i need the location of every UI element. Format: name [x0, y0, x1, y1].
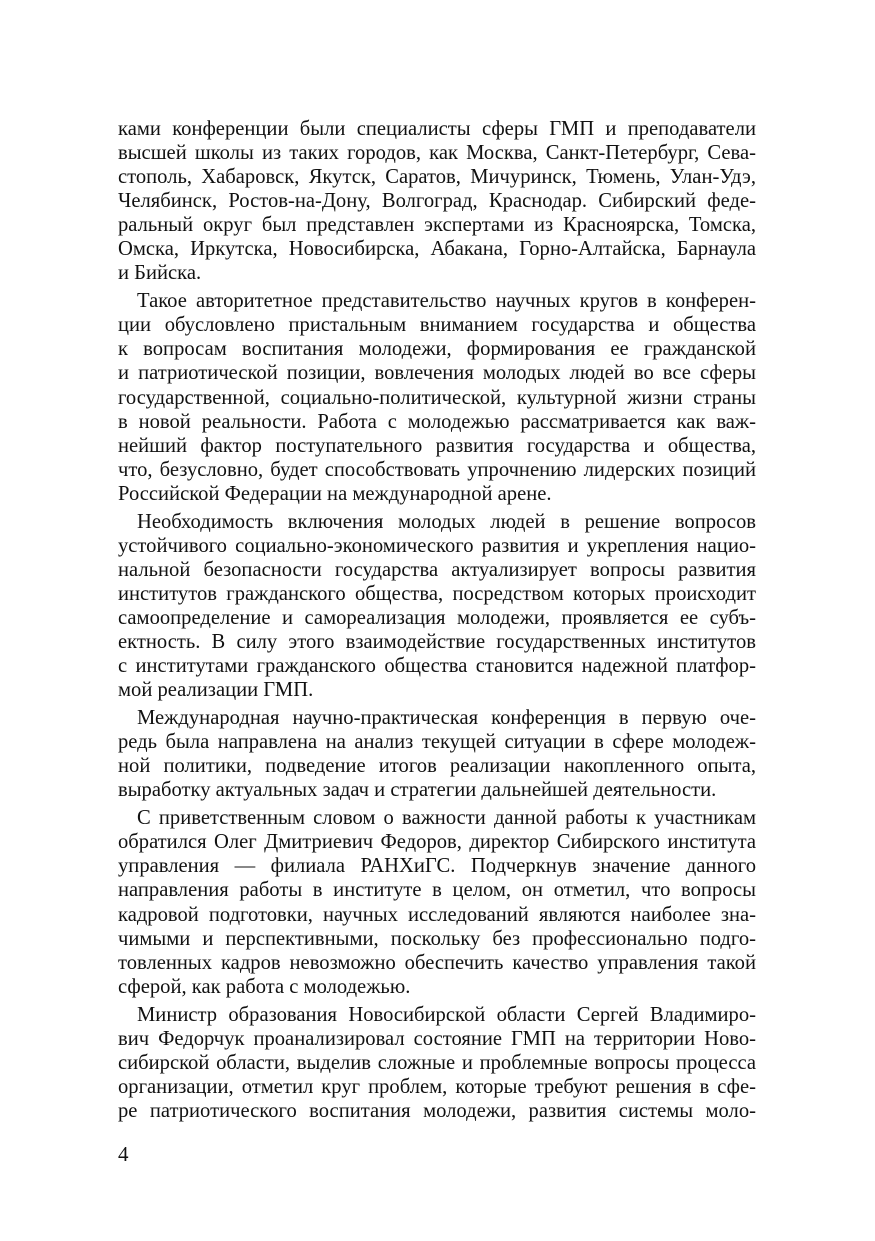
paragraph-p2 [118, 289, 756, 505]
text-line: ции обусловлено пристальным вниманием государства и общества [118, 314, 756, 337]
text-line: обратился Олег Дмитриевич Федоров, директор Сибирского института [118, 831, 756, 854]
text-line: Такое авторитетное представительство научных кругов в конферен- [137, 290, 756, 313]
text-line: сибирской области, выделив сложные и проблемные вопросы процесса [118, 1051, 756, 1074]
page-number: 4 [118, 1142, 129, 1166]
text-line: направления работы в институте в целом, он отметил, что вопросы [118, 879, 756, 902]
text-line: с институтами гражданского общества становится надежной платфор- [118, 655, 756, 678]
text-line: Российской Федерации на международной арене. [118, 482, 552, 505]
text-line: сферой, как работа с молодежью. [118, 975, 411, 998]
text-line: устойчивого социально-экономического развития и укрепления нацио- [118, 534, 756, 557]
text-line: редь была направлена на анализ текущей ситуации в сфере молодеж- [118, 731, 756, 754]
text-line: вич Федорчук проанализировал состояние ГМП на территории Ново- [118, 1027, 756, 1050]
text-line: Международная научно-практическая конференция в первую оче- [137, 707, 756, 730]
text-line: Омска, Иркутска, Новосибирска, Абакана, Горно-Алтайска, Барнаула [118, 238, 756, 261]
body-text [118, 117, 756, 1123]
text-line: самоопределение и самореализация молодежи, проявляется ее субъ- [118, 606, 756, 629]
text-line: управления — филиала РАНХиГС. Подчеркнув значение данного [118, 855, 756, 878]
text-line: что, безусловно, будет способствовать упрочнению лидерских позиций [118, 458, 756, 481]
text-line: и патриотической позиции, вовлечения молодых людей во все сферы [118, 362, 756, 385]
text-line: институтов гражданского общества, посредством которых происходит [118, 582, 756, 605]
paragraph-p1 [118, 117, 756, 285]
text-line: ектность. В силу этого взаимодействие государственных институтов [118, 630, 756, 653]
text-line: в новой реальности. Работа с молодежью рассматривается как важ- [118, 410, 756, 433]
text-line: организации, отметил круг проблем, которые требуют решения в сфе- [118, 1075, 756, 1098]
text-line: чимыми и перспективными, поскольку без профессионально подго- [118, 927, 756, 950]
text-line: С приветственным словом о важности данной работы к участникам [137, 807, 756, 830]
text-line: ками конференции были специалисты сферы ГМП и преподаватели [118, 118, 756, 140]
text-line: кадровой подготовки, научных исследований являются наиболее зна- [118, 903, 756, 926]
text-line: и Бийска. [118, 262, 202, 285]
text-line: нальной безопасности государства актуализирует вопросы развития [118, 558, 756, 581]
text-line: ре патриотического воспитания молодежи, развития системы моло- [118, 1099, 756, 1122]
text-line: Челябинск, Ростов-на-Дону, Волгоград, Краснодар. Сибирский феде- [118, 190, 756, 213]
text-line: высшей школы из таких городов, как Москва, Санкт-Петербург, Сева- [118, 142, 756, 165]
text-line: Необходимость включения молодых людей в решение вопросов [137, 510, 756, 533]
text-line: выработку актуальных задач и стратегии дальнейшей деятельности. [118, 779, 717, 802]
text-line: мой реализации ГМП. [118, 679, 314, 702]
text-line: Министр образования Новосибирской области Сергей Владимиро- [137, 1003, 756, 1026]
text-line: нейший фактор поступательного развития государства и общества, [118, 434, 756, 457]
text-line: ной политики, подведение итогов реализации накопленного опыта, [118, 755, 756, 778]
text-line: к вопросам воспитания молодежи, формирования ее гражданской [118, 338, 756, 361]
text-line: ральный округ был представлен экспертами из Красноярска, Томска, [118, 214, 756, 237]
text-line: товленных кадров невозможно обеспечить качество управления такой [118, 951, 756, 974]
paragraph-p3 [118, 510, 756, 702]
text-line: стополь, Хабаровск, Якутск, Саратов, Мичуринск, Тюмень, Улан-Удэ, [118, 166, 756, 189]
paragraph-p4 [118, 706, 756, 802]
text-line: государственной, социально-политической, культурной жизни страны [118, 386, 756, 409]
paragraph-p5 [118, 806, 756, 998]
paragraph-p6 [118, 1003, 756, 1123]
